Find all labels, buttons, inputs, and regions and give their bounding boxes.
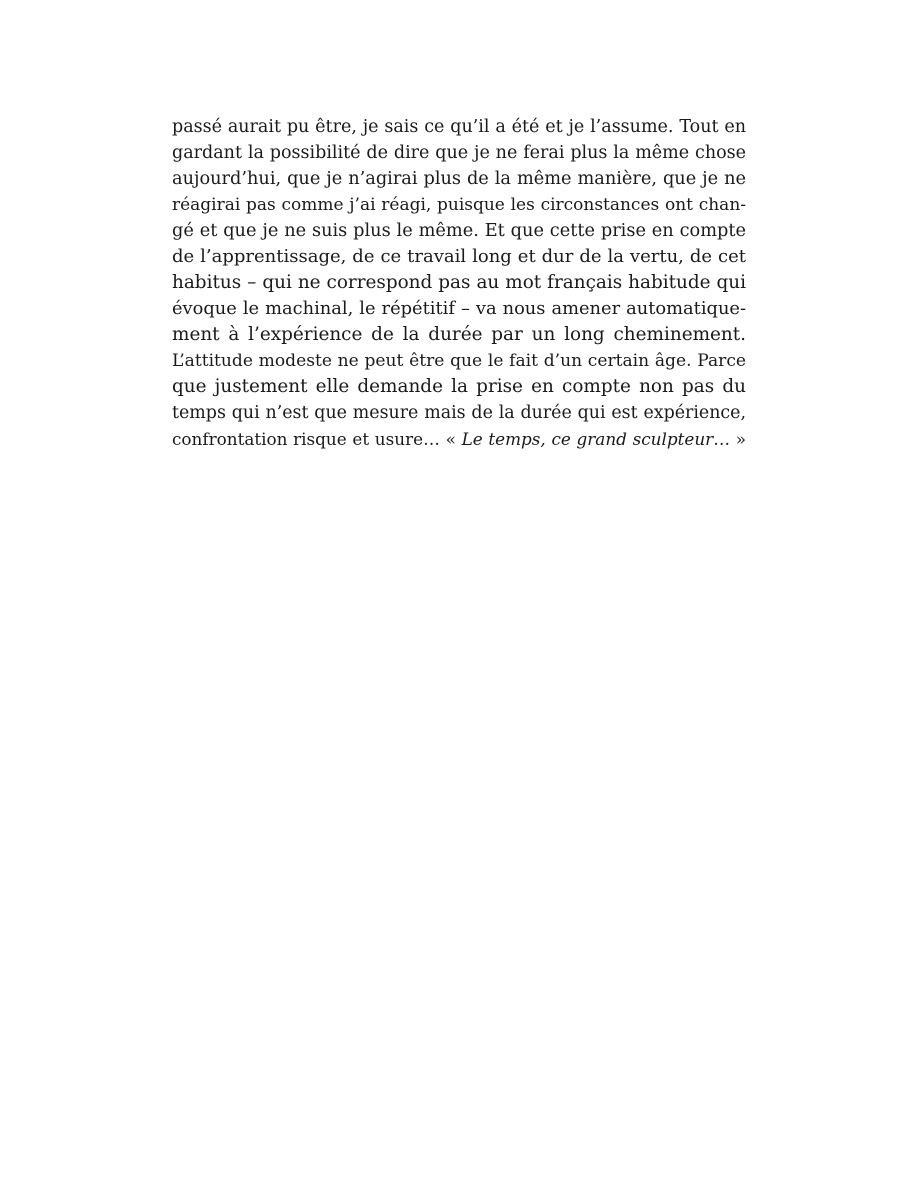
text-line: évoque le machinal, le répétitif – va nous amener automatique- [172, 298, 746, 319]
text-line: ment à l’expérience de la durée par un long cheminement. [172, 324, 746, 345]
text-line: passé aurait pu être, je sais ce qu’il a été et je l’assume. Tout en [172, 117, 746, 137]
text-line: gé et que je ne suis plus le même. Et que cette prise en compte [172, 221, 746, 241]
text-line: gardant la possibilité de dire que je ne ferai plus la même chose [172, 143, 746, 163]
italic-quote: Le temps, ce grand sculpteur… [461, 429, 731, 449]
text-line-last [172, 426, 746, 452]
text-line: de l’apprentissage, de ce travail long et dur de la vertu, de cet [172, 246, 746, 267]
text-line: habitus – qui ne correspond pas au mot français habitude qui [172, 272, 746, 293]
text-line: aujourd’hui, que je n’agirai plus de la même manière, que je ne [172, 169, 746, 189]
text-line: L’attitude modeste ne peut être que le fait d’un certain âge. Parce [172, 351, 746, 371]
text-line: que justement elle demande la prise en compte non pas du [172, 376, 746, 397]
last-line-prefix: confrontation risque et usure… « [172, 429, 462, 449]
text-line: temps qui n’est que mesure mais de la durée qui est expérience, [172, 403, 746, 423]
text-line: réagirai pas comme j’ai réagi, puisque les circonstances ont chan- [172, 195, 746, 215]
last-line-suffix: » [730, 429, 746, 449]
body-paragraph [172, 114, 746, 452]
